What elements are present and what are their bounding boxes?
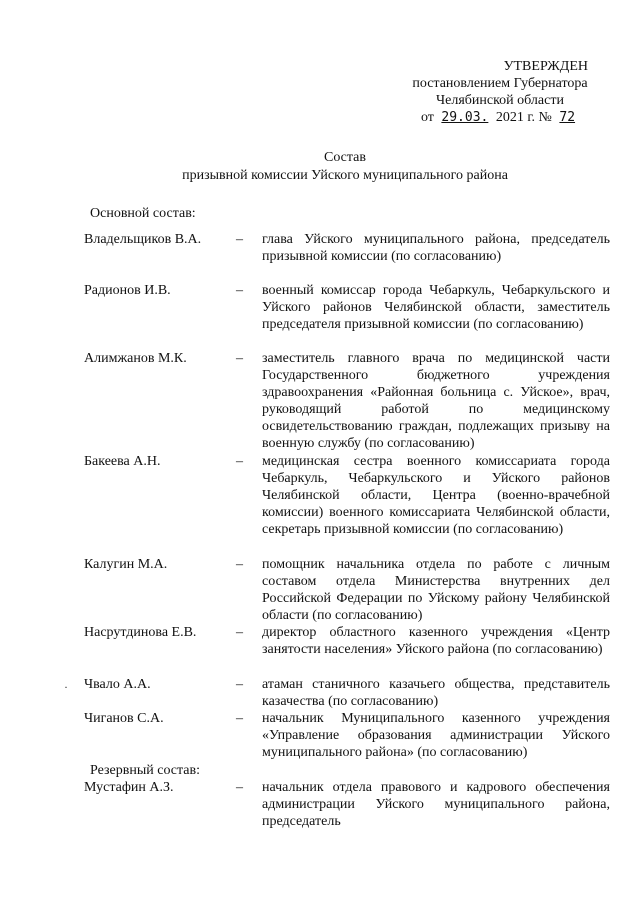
member-dash: –	[236, 283, 243, 298]
member-description: глава Уйского муниципального района, председатель призывной комиссии (по согласованию)	[262, 232, 610, 264]
member-name: Радионов И.В.	[84, 283, 171, 298]
member-description: начальник отдела правового и кадрового обеспечения администрации Уйского муниципального района, председатель	[262, 780, 610, 829]
document-title	[100, 149, 590, 185]
date-prefix: от	[420, 110, 434, 125]
member-name: Мустафин А.З.	[84, 780, 174, 795]
member-dash: –	[236, 557, 243, 572]
member-dash: –	[236, 232, 243, 247]
member-name: Алимжанов М.К.	[84, 351, 187, 366]
member-description: начальник Муниципального казенного учреждения «Управление образования администрации Уйского муниципального района» (по согласованию)	[262, 711, 610, 760]
title-line-1: Состав	[323, 150, 366, 165]
reserve-composition-label: Резервный состав:	[90, 763, 201, 778]
main-composition-label: Основной состав:	[90, 206, 196, 221]
member-name: Насрутдинова Е.В.	[84, 625, 197, 640]
member-dash: –	[236, 351, 243, 366]
member-description: директор областного казенного учреждения «Центр занятости населения» Уйского района (по согласованию)	[262, 625, 610, 657]
member-name: Бакеева А.Н.	[84, 454, 161, 469]
member-description: медицинская сестра военного комиссариата города Чебаркуль, Чебаркульского и Уйского районов Челябинской области, Центра (военно-врачебной комиссии) военного комиссариата Челябинской области, секретарь призывной комиссии (по согласованию)	[262, 454, 610, 537]
approval-stamp	[400, 58, 600, 126]
member-description: атаман станичного казачьего общества, представитель казачества (по согласованию)	[262, 677, 610, 709]
title-line-2: призывной комиссии Уйского муниципального района	[182, 168, 508, 183]
member-name: Владельщиков В.А.	[84, 232, 202, 247]
member-dash: –	[236, 677, 243, 692]
approval-heading: УТВЕРЖДЕН	[503, 59, 588, 74]
member-dash: –	[236, 625, 243, 640]
member-description: заместитель главного врача по медицинской части Государственного бюджетного учреждения здравоохранения «Районная больница с. Уйское», врач, руководящий работой по медицинскому освидетельствованию граждан, подлежащих призыву на военную службу (по согласованию)	[262, 351, 610, 451]
member-dash: –	[236, 780, 243, 795]
member-name: Чиганов С.А.	[84, 711, 164, 726]
approval-date-line	[400, 109, 600, 126]
member-description: военный комиссар города Чебаркуль, Чебаркульского и Уйского районов Челябинской области, заместитель председателя призывной комиссии (по согласованию)	[262, 283, 610, 332]
scan-mark: ·	[64, 680, 68, 694]
approval-line-2: постановлением Губернатора	[412, 76, 588, 91]
approval-line-3: Челябинской области	[436, 93, 564, 108]
member-dash: –	[236, 454, 243, 469]
date-suffix: 2021 г. №	[495, 110, 552, 125]
member-name: Калугин М.А.	[84, 557, 168, 572]
member-description: помощник начальника отдела по работе с личным составом отдела Министерства внутренних дел Российской Федерации по Уйскому району Челябинской области (по согласованию)	[262, 557, 610, 623]
approval-number: 72	[559, 110, 576, 125]
member-dash: –	[236, 711, 243, 726]
approval-date: 29.03.	[441, 110, 489, 125]
member-name: Чвало А.А.	[84, 677, 151, 692]
